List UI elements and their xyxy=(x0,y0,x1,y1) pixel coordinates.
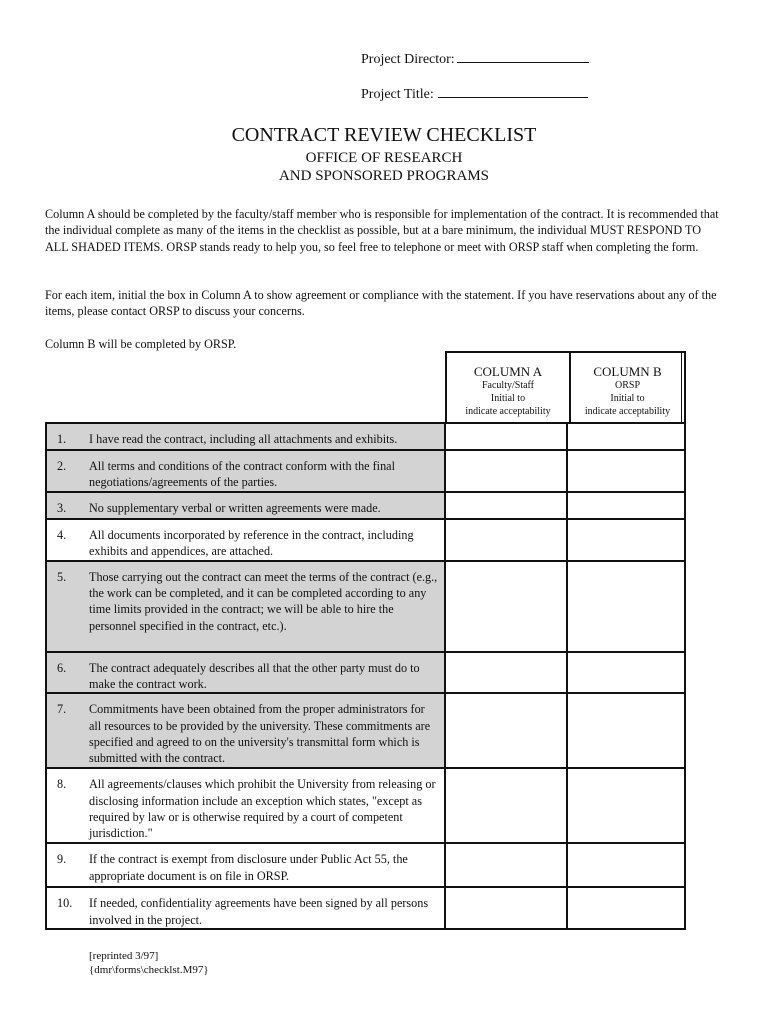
item-question-cell xyxy=(46,887,445,928)
item-question-cell xyxy=(46,843,445,887)
column-a-initial-box[interactable] xyxy=(445,450,567,492)
table-row xyxy=(46,450,685,492)
project-title-blank[interactable] xyxy=(438,83,588,98)
item-number: 1. xyxy=(57,432,67,446)
item-number: 9. xyxy=(57,852,67,867)
column-b-title: COLUMN B xyxy=(593,364,662,379)
item-text: All terms and conditions of the contract conform with the final negotiations/agreements of the parties. xyxy=(89,459,395,490)
item-question-cell xyxy=(46,492,445,519)
item-number: 6. xyxy=(57,661,67,675)
project-director-blank[interactable] xyxy=(457,48,589,63)
column-b-line1: ORSP xyxy=(614,380,640,391)
column-a-initial-box[interactable] xyxy=(445,423,567,450)
column-a-initial-box[interactable] xyxy=(445,693,567,768)
item-text: If needed, confidentiality agreements have been signed by all persons involved in the project. xyxy=(89,896,429,927)
item-number: 2. xyxy=(57,459,67,473)
column-a-line2: Initial to xyxy=(490,393,526,404)
column-b-initial-box[interactable] xyxy=(567,519,685,561)
checklist-table xyxy=(45,422,686,930)
document-subtitle-line-1: OFFICE OF RESEARCH xyxy=(305,150,463,166)
column-b-header xyxy=(571,365,684,418)
item-number: 5. xyxy=(57,570,67,584)
column-a-initial-box[interactable] xyxy=(445,887,567,928)
column-b-initial-box[interactable] xyxy=(567,652,685,693)
column-a-title: COLUMN A xyxy=(473,364,543,379)
project-director-field xyxy=(361,48,589,68)
item-text: All documents incorporated by reference in the contract, including exhibits and appendices, are attached. xyxy=(89,528,414,559)
instructions-paragraph-3: Column B will be completed by ORSP. xyxy=(45,337,237,351)
column-header-box xyxy=(445,351,686,423)
column-b-initial-box[interactable] xyxy=(567,768,685,843)
instructions-paragraph-1: Column A should be completed by the faculty/staff member who is responsible for implementation of the contract. It is recommended that the individual complete as many of the items in the checklist as possible, but at a bare minimum, the individual MUST RESPOND TO ALL SHADED ITEMS. ORSP stands ready to help you, so feel free to telephone or meet with ORSP staff when completing the form. xyxy=(45,207,719,254)
document-subtitle-line-2: AND SPONSORED PROGRAMS xyxy=(278,168,490,184)
table-row xyxy=(46,652,685,693)
project-director-label: Project Director: xyxy=(361,52,455,67)
column-b-initial-box[interactable] xyxy=(567,450,685,492)
footer-reprint-line: [reprinted 3/97] xyxy=(89,950,159,962)
footer-note xyxy=(89,949,209,977)
project-title-label: Project Title: xyxy=(361,87,434,102)
column-b-initial-box[interactable] xyxy=(567,843,685,887)
item-text: Commitments have been obtained from the proper administrators for all resources to be provided by the university. These commitments are specified and agreed to on the university's transmittal form which is submitted with the contract. xyxy=(89,702,431,766)
item-question-cell xyxy=(46,519,445,561)
item-text: No supplementary verbal or written agreements were made. xyxy=(89,501,381,515)
column-b-initial-box[interactable] xyxy=(567,887,685,928)
column-b-line2: Initial to xyxy=(610,393,645,404)
item-question-cell xyxy=(46,652,445,693)
table-row xyxy=(46,768,685,843)
table-row xyxy=(46,519,685,561)
item-question-cell xyxy=(46,561,445,652)
table-row xyxy=(46,561,685,652)
column-a-initial-box[interactable] xyxy=(445,561,567,652)
item-number: 10. xyxy=(57,896,73,911)
item-number: 4. xyxy=(57,528,67,542)
item-question-cell xyxy=(46,423,445,450)
table-row xyxy=(46,843,685,887)
column-a-initial-box[interactable] xyxy=(445,768,567,843)
project-title-field xyxy=(361,83,588,103)
item-question-cell xyxy=(46,768,445,843)
column-a-initial-box[interactable] xyxy=(445,652,567,693)
column-b-line3: indicate acceptability xyxy=(584,406,671,417)
column-a-initial-box[interactable] xyxy=(445,492,567,519)
item-number: 7. xyxy=(57,702,67,717)
column-b-initial-box[interactable] xyxy=(567,492,685,519)
item-text: If the contract is exempt from disclosure under Public Act 55, the appropriate document is on file in ORSP. xyxy=(89,852,408,883)
column-b-initial-box[interactable] xyxy=(567,561,685,652)
column-a-initial-box[interactable] xyxy=(445,843,567,887)
column-a-line3: indicate acceptability xyxy=(465,406,551,417)
item-number: 8. xyxy=(57,777,67,792)
item-text: All agreements/clauses which prohibit the University from releasing or disclosing information include an exception which states, "except as required by law or is otherwise required by a court of competent jurisdiction." xyxy=(89,777,436,841)
item-text: The contract adequately describes all that the other party must do to make the contract work. xyxy=(89,661,420,692)
item-text: I have read the contract, including all attachments and exhibits. xyxy=(89,432,398,446)
table-row xyxy=(46,693,685,768)
item-question-cell xyxy=(46,450,445,492)
column-a-line1: Faculty/Staff xyxy=(481,380,535,391)
column-b-initial-box[interactable] xyxy=(567,693,685,768)
table-row xyxy=(46,492,685,519)
table-row xyxy=(46,423,685,450)
table-row xyxy=(46,887,685,928)
column-b-initial-box[interactable] xyxy=(567,423,685,450)
item-text: Those carrying out the contract can meet the terms of the contract (e.g., the work can be completed, and it can be completed according to any time limits provided in the contract; we will be able to hire the personnel specified in the contract, etc.). xyxy=(89,570,438,633)
item-number: 3. xyxy=(57,501,67,515)
column-a-header xyxy=(447,365,569,418)
instructions-paragraph-2: For each item, initial the box in Column A to show agreement or compliance with the statement. If you have reservations about any of the items, please contact ORSP to discuss your concerns. xyxy=(45,288,717,319)
document-title: CONTRACT REVIEW CHECKLIST xyxy=(231,124,537,146)
footer-file-path: {dmr\forms\checklst.M97} xyxy=(89,964,209,976)
item-question-cell xyxy=(46,693,445,768)
column-a-initial-box[interactable] xyxy=(445,519,567,561)
